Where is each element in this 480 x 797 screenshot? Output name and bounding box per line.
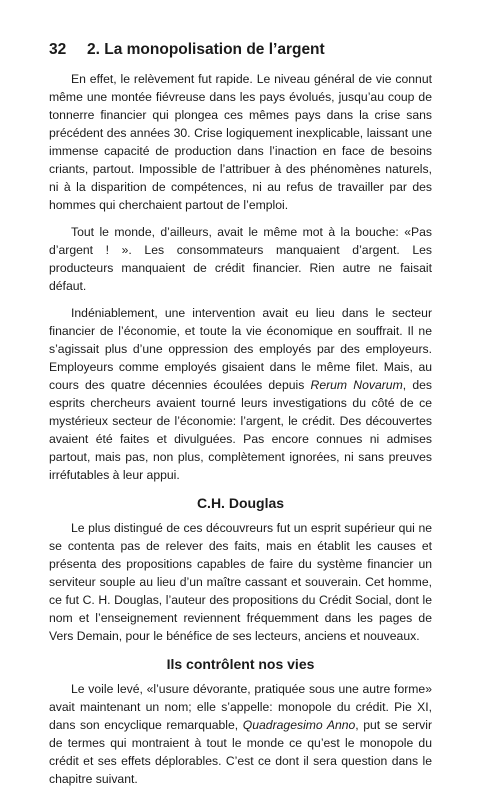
paragraph-4: Le plus distingué de ces découvreurs fut un esprit supérieur qui ne se contenta pas de relever des faits, mais en établit les causes et présenta des propositions capables de faire du système financier un serviteur souple au lieu d’un maître cassant et souverain. Cet homme, ce fut C. H. Douglas, l’auteur des propositions du Crédit Social, dont le nom et l’enseignement reviennent fréquemment dans les pages de Vers Demain, pour le bénéfice de ses lecteurs, anciens et nouveaux. bbox=[49, 521, 432, 643]
paragraph-5 bbox=[49, 680, 432, 788]
paragraph-3-text-b: , des esprits chercheurs avaient tourné leurs investigations du côté de ce mystérieux secteur de l’économie: l’argent, le crédit. Des découvertes avaient été faites et divulguées. Pas encore connues ni admises partout, mais pas, non plus, complètement ignorées, ni sans preuves irréfutables à leur appui. bbox=[49, 378, 432, 482]
section-heading-douglas: C.H. Douglas bbox=[196, 495, 285, 511]
paragraph-2: Tout le monde, d’ailleurs, avait le même mot à la bouche: «Pas d’argent ! ». Les consommateurs manquaient d’argent. Les producteurs manquaient de crédit financier. Rien autre ne faisait défaut. bbox=[49, 225, 432, 293]
paragraph-5-text-a: Le voile levé, «l’usure dévorante, pratiquée sous une autre forme» avait maintenant un nom; elle s’appelle: monopole du crédit. Pie XI, dans son encyclique remarquable, bbox=[49, 682, 432, 732]
paragraph-5-text-b: , put se servir de termes qui montraient à tout le monde ce qu’est le monopole du crédit et ses effets déplorables. C’est ce dont il sera question dans le chapitre suivant. bbox=[49, 718, 432, 786]
paragraph-3 bbox=[49, 304, 432, 484]
paragraph-3-text-a: Indéniablement, une intervention avait eu lieu dans le secteur financier de l’économie, et toute la vie économique en souffrait. Il ne s’agissait plus d’une oppression des employés par des employeurs. Employeurs comme employés gisaient dans le même filet. Mais, au cours des quatre décennies écoulées depuis bbox=[49, 306, 432, 392]
book-page bbox=[49, 40, 432, 797]
paragraph-1: En effet, le relèvement fut rapide. Le niveau général de vie connut même une montée fiévreuse dans les pays évolués, jusqu’au coup de tonnerre financier qui plongea ces mêmes pays dans la crise sans précédent des années 30. Crise logiquement inexplicable, laissant une immense capacité de production dans l’inaction en face de besoins criants, partout. Impossible de l’attribuer à des phénomènes naturels, ni à la disparition de compétences, ni au refus de travailler par des hommes qui cherchaient partout de l’emploi. bbox=[49, 72, 432, 212]
running-head bbox=[49, 40, 432, 60]
chapter-title: 2. La monopolisation de l’argent bbox=[87, 41, 325, 58]
page-number: 32 bbox=[49, 41, 67, 58]
quadragesimo-anno-title: Quadragesimo Anno bbox=[242, 718, 356, 732]
rerum-novarum-title: Rerum Novarum bbox=[310, 378, 403, 392]
section-heading-controle: Ils contrôlent nos vies bbox=[166, 656, 315, 672]
